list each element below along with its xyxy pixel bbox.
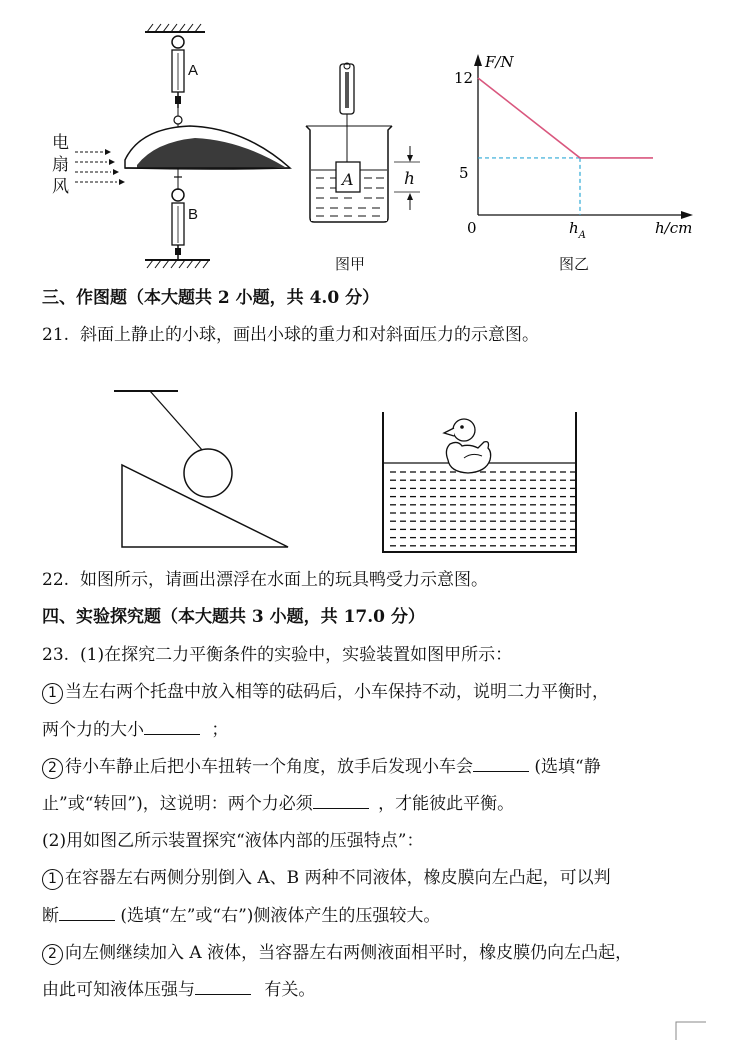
q21-text: 斜面上静止的小球，画出小球的重力和对斜面压力的示意图。 [80,325,539,345]
q21-number: 21. [42,325,70,345]
q23-part2-intro: (2)用如图乙所示装置探究“液体内部的压强特点”： [42,831,424,851]
circled-number-1: 1 [42,683,63,704]
x-tick-sub: A [578,230,586,240]
wing-experiment-figure [45,20,300,270]
q23-p1-1-text2b: ； [211,720,229,740]
q23-p2-1-text1: 在容器左右两侧分别倒入 A、B 两种不同液体，橡皮膜向左凸起，可以判 [65,868,611,888]
caption-jia: 图甲 [335,255,366,273]
q23-part1-text: (1)在探究二力平衡条件的实验中，实验装置如图甲所示： [80,645,513,665]
q23-p2-1-line1 [42,863,611,890]
answer-blank-3[interactable] [313,794,369,809]
x-axis-label-text: h/cm [655,219,693,237]
answer-blank-2[interactable] [473,757,529,772]
q23-p1-2-text1a: 待小车静止后把小车扭转一个角度，放手后发现小车会 [65,757,473,777]
caption-yi: 图乙 [559,255,590,273]
q23-p1-1-line1 [42,677,609,704]
q23-p2-2-text2a: 由此可知液体压强与 [42,980,195,1000]
q23-p2-1-text2a: 断 [42,906,59,926]
duck-water-figure [378,408,583,558]
section-3-heading: 三、作图题（本大题共 2 小题，共 4.0 分） [42,288,380,308]
q23-p1-1-text1: 当左右两个托盘中放入相等的砝码后，小车保持不动，说明二力平衡时， [65,682,609,702]
x-axis-label [655,219,692,237]
q23-number: 23. [42,645,70,665]
q23-p1-1-text2a: 两个力的大小 [42,720,144,740]
q22-number: 22. [42,570,70,590]
question-21 [42,320,539,345]
q23-p1-1-line2 [42,715,228,740]
question-22 [42,565,488,590]
beaker-h-label: h [404,169,415,189]
q23-p2-2-text1: 向左侧继续加入 A 液体，当容器左右两侧液面相平时，橡皮膜仍向左凸起， [65,943,633,963]
q23-p2-1-text2b: (选填“左”或“右”)侧液体产生的压强较大。 [120,906,441,926]
scale-a-label: A [188,62,199,79]
y-tick-5: 5 [459,164,469,182]
q23-p1-2-text2a: 止”或“转回”)，这说明：两个力必须 [42,794,313,814]
fan-wind-label [52,132,69,198]
section-4-heading: 四、实验探究题（本大题共 3 小题，共 17.0 分） [42,607,425,627]
incline-ball-figure [110,385,295,555]
q23-p2-2-line1 [42,938,632,965]
q23-p2-2-line2 [42,975,315,1000]
answer-blank-5[interactable] [195,980,251,995]
q23-p2-1-line2 [42,901,440,926]
y-axis-label [484,53,514,71]
scale-b-label: B [188,206,199,223]
y-axis-arrow [474,54,482,66]
y-tick-12: 12 [454,69,474,87]
q23-p1-2-line1 [42,752,601,779]
fan-label-char-3: 风 [52,177,69,197]
circled-number-1b: 1 [42,869,63,890]
q23-p1-2-text1b: (选填“静 [534,757,601,777]
page-corner-mark [672,1016,712,1040]
q23-p1-2-line2 [42,789,514,814]
x-tick-h: h [569,219,579,237]
q23-p2-2-text2b: 有关。 [264,980,316,1000]
circled-number-2: 2 [42,758,63,779]
force-line [478,78,653,158]
y-axis-label-text: F/N [485,53,514,71]
force-depth-graph [445,40,705,240]
q22-text: 如图所示，请画出漂浮在水面上的玩具鸭受力示意图。 [80,570,488,590]
circled-number-2b: 2 [42,944,63,965]
fan-label-char-2: 扇 [52,155,69,175]
q23-p1-2-text2b: ，才能彼此平衡。 [378,794,515,814]
block-a-label: A [342,170,354,189]
answer-blank-1[interactable] [144,720,200,735]
q23-part1-intro [42,640,512,665]
fan-label-char-1: 电 [52,133,69,153]
beaker-figure [300,60,440,230]
origin-label: 0 [467,219,477,237]
answer-blank-4[interactable] [59,906,115,921]
x-tick-label [569,219,586,240]
x-axis-arrow [681,211,693,219]
